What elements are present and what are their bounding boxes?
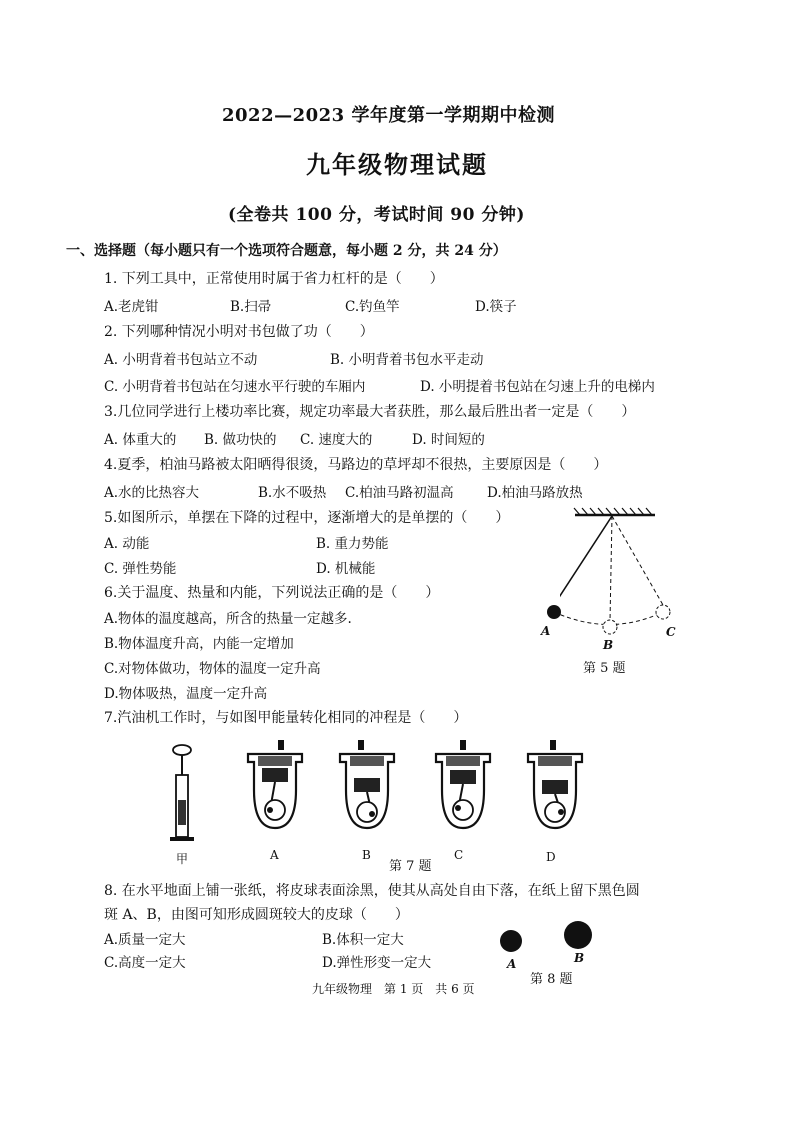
ball-spot-b	[564, 921, 592, 949]
question-6-option-b: B.物体温度升高，内能一定增加	[104, 636, 294, 652]
question-1-option-d: D.筷子	[475, 299, 517, 315]
pendulum-figure	[560, 505, 700, 680]
question-6-stem: 6.关于温度、热量和内能，下列说法正确的是（ ）	[104, 585, 440, 601]
question-4-option-d: D.柏油马路放热	[487, 485, 583, 501]
question-5-option-c: C. 弹性势能	[104, 561, 177, 577]
pendulum-bob-a	[547, 605, 561, 619]
engine-stroke-a	[240, 740, 310, 840]
question-4-option-a: A.水的比热容大	[104, 485, 200, 501]
question-8-stem-line1: 8. 在水平地面上铺一张纸，将皮球表面涂黑，使其从高处自由下落，在纸上留下黑色圆	[104, 883, 640, 899]
engine-stroke-d	[520, 740, 590, 840]
question-1-option-b: B.扫帚	[230, 299, 272, 315]
question-5-stem: 5.如图所示，单摆在下降的过程中，逐渐增大的是单摆的（ ）	[104, 510, 510, 526]
question-5-option-d: D. 机械能	[316, 561, 376, 577]
question-6-option-d: D.物体吸热，温度一定升高	[104, 686, 268, 702]
figure-7-label-b: B	[362, 848, 371, 862]
question-8-option-d: D.弹性形变一定大	[322, 955, 432, 971]
question-3-option-d: D. 时间短的	[412, 432, 485, 448]
ball-spot-label-b: B	[574, 951, 585, 965]
question-4-stem: 4.夏季，柏油马路被太阳晒得很烫，马路边的草坪却不很热，主要原因是（ ）	[104, 457, 608, 473]
question-8-stem-line2: 斑 A、B，由图可知形成圆斑较大的皮球（ ）	[104, 907, 409, 923]
exam-title-info: (全卷共 100 分，考试时间 90 分钟)	[228, 205, 525, 225]
exam-title-subject: 九年级物理试题	[306, 150, 488, 179]
question-8-option-c: C.高度一定大	[104, 955, 186, 971]
question-8-option-b: B.体积一定大	[322, 932, 404, 948]
figure-5-caption: 第 5 题	[583, 661, 626, 676]
pendulum-label-b: B	[603, 638, 614, 652]
question-4-option-c: C.柏油马路初温高	[345, 485, 454, 501]
figure-7-label-c: C	[454, 848, 464, 862]
question-2-option-b: B. 小明背着书包水平走动	[330, 352, 484, 368]
section-heading-choice: 一、选择题（每小题只有一个选项符合题意，每小题 2 分，共 24 分）	[66, 243, 507, 259]
pendulum-label-a: A	[541, 624, 551, 638]
question-1-option-c: C.钓鱼竿	[345, 299, 400, 315]
figure-7-label-d: D	[546, 850, 556, 864]
question-6-option-a: A.物体的温度越高，所含的热量一定越多.	[104, 611, 352, 627]
question-3-option-c: C. 速度大的	[300, 432, 373, 448]
ball-spot-a	[500, 930, 522, 952]
page-footer: 九年级物理 第 1 页 共 6 页	[312, 982, 475, 996]
question-1-option-a: A.老虎钳	[104, 299, 159, 315]
question-7-stem: 7.汽油机工作时，与如图甲能量转化相同的冲程是（ ）	[104, 710, 468, 726]
question-2-option-c: C. 小明背着书包站在匀速水平行驶的车厢内	[104, 379, 366, 395]
question-8-option-a: A.质量一定大	[104, 932, 186, 948]
figure-8-caption: 第 8 题	[530, 972, 573, 987]
question-2-stem: 2. 下列哪种情况小明对书包做了功（ ）	[104, 324, 374, 340]
figure-7-label-jia: 甲	[176, 852, 189, 866]
figure-7-caption: 第 7 题	[389, 859, 432, 874]
question-1-stem: 1. 下列工具中，正常使用时属于省力杠杆的是（ ）	[104, 271, 444, 287]
question-2-option-d: D. 小明提着书包站在匀速上升的电梯内	[420, 379, 655, 395]
exam-title-year: 2022—2023 学年度第一学期期中检测	[222, 105, 555, 126]
ball-spot-label-a: A	[507, 957, 517, 971]
figure-7-label-a: A	[270, 848, 279, 862]
pendulum-label-c: C	[666, 625, 676, 639]
engine-stroke-b	[332, 740, 402, 840]
question-3-option-a: A. 体重大的	[104, 432, 177, 448]
question-5-option-a: A. 动能	[104, 536, 150, 552]
question-6-option-c: C.对物体做功，物体的温度一定升高	[104, 661, 321, 677]
question-2-option-a: A. 小明背着书包站立不动	[104, 352, 258, 368]
question-3-option-b: B. 做功快的	[204, 432, 277, 448]
question-5-option-b: B. 重力势能	[316, 536, 389, 552]
engine-stroke-c	[428, 740, 498, 840]
air-pump-figure	[160, 740, 205, 845]
question-4-option-b: B.水不吸热	[258, 485, 327, 501]
question-3-stem: 3.几位同学进行上楼功率比赛，规定功率最大者获胜，那么最后胜出者一定是（ ）	[104, 404, 636, 420]
